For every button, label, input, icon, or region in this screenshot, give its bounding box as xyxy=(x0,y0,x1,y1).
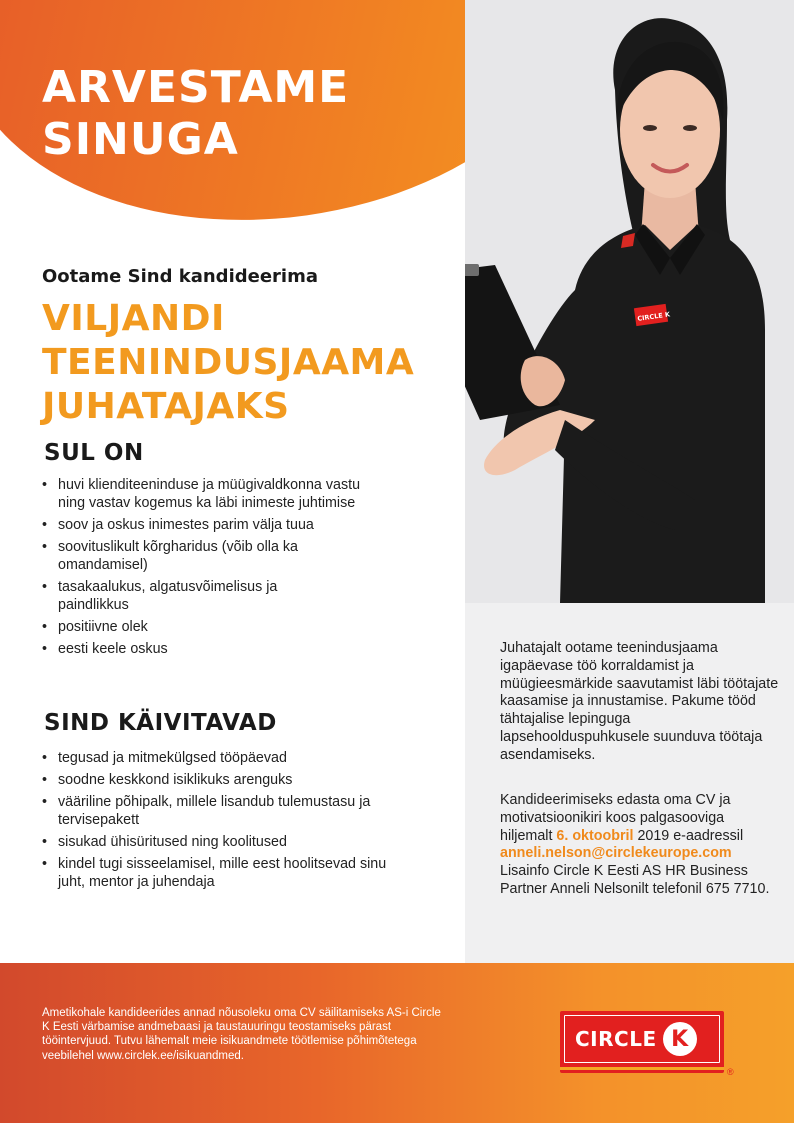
benefits-list xyxy=(42,749,412,895)
job-title-line-3: JUHATAJAKS xyxy=(42,386,290,427)
list-item: • sisukad ühisüritused ning koolitused xyxy=(42,833,412,851)
list-item: • positiivne olek xyxy=(42,618,382,636)
job-title-line-2: TEENINDUSJAAMA xyxy=(42,342,415,383)
list-item: • kindel tugi sisseelamisel, mille eest hoolitsevad sinu juht, mentor ja juhendaja xyxy=(42,855,412,891)
shirt-logo-badge: CIRCLE K xyxy=(636,310,671,323)
hero-title-line-1: ARVESTAME xyxy=(42,62,350,113)
circle-k-logo xyxy=(560,1011,724,1073)
job-title-line-1: VILJANDI xyxy=(42,298,225,339)
requirements-list xyxy=(42,476,382,662)
list-item: • soodne keskkond isiklikuks arenguks xyxy=(42,771,412,789)
application-instructions xyxy=(500,792,780,899)
subtitle: Ootame Sind kandideerima xyxy=(42,266,318,287)
application-text-1: Kandideerimiseks edasta oma CV ja motivatsioonikiri koos palgasooviga hiljemalt xyxy=(500,792,731,844)
logo-stripe xyxy=(560,1067,724,1070)
list-item: • soov ja oskus inimestes parim välja tuua xyxy=(42,516,382,534)
registered-mark: ® xyxy=(727,1067,734,1077)
list-item: • tasakaalukus, algatusvõimelisus ja paindlikkus xyxy=(42,578,382,614)
list-item: • soovituslikult kõrgharidus (võib olla ka omandamisel) xyxy=(42,538,382,574)
list-item: • tegusad ja mitmekülgsed tööpäevad xyxy=(42,749,412,767)
privacy-consent-text: Ametikohale kandideerides annad nõusoleku oma CV säilitamiseks AS-i Circle K Eesti värbamise andmebaasi ja taustauuringu teostamiseks pärast tööintervjuud. Tutvu lähemalt meie isikuandmete töötlemise põhimõtetega veebilehel www.circlek.ee/isikuandmed. xyxy=(42,1007,441,1062)
photo-panel xyxy=(465,0,794,603)
logo-wordmark: CIRCLE xyxy=(575,1027,657,1051)
deadline-date: 6. oktoobril xyxy=(556,827,634,844)
application-text-2: 2019 e-aadressil xyxy=(633,827,744,844)
list-item: • vääriline põhipalk, millele lisandub tulemustasu ja tervisepakett xyxy=(42,793,412,829)
employee-photo xyxy=(465,0,794,603)
job-title xyxy=(42,297,414,429)
list-item: • eesti keele oskus xyxy=(42,640,382,658)
hero-title xyxy=(42,62,349,166)
list-item: • huvi klienditeeninduse ja müügivaldkonna vastu ning vastav kogemus ka läbi inimeste juhtimise xyxy=(42,476,382,512)
job-description: Juhatajalt ootame teenindusjaama igapäevase töö korraldamist ja müügieesmärkide saavutamist läbi töötajate kaasamise ja innustamise. Pakume tööd tähtajalise lepinguga lapsehoolduspuhkusele suunduva töötaja asendamiseks. xyxy=(500,640,779,763)
email-link[interactable]: anneli.nelson@circlekeurope.com xyxy=(500,845,732,862)
application-text-3: Lisainfo Circle K Eesti AS HR Business Partner Anneli Nelsonilt telefonil 675 7710. xyxy=(500,863,770,897)
hero-title-line-2: SINUGA xyxy=(42,114,239,165)
section-heading-sul-on: SUL ON xyxy=(44,440,144,466)
section-heading-kaivitavad: SIND KÄIVITAVAD xyxy=(44,710,277,736)
logo-frame xyxy=(564,1015,720,1063)
logo-k-icon: K xyxy=(663,1022,697,1056)
